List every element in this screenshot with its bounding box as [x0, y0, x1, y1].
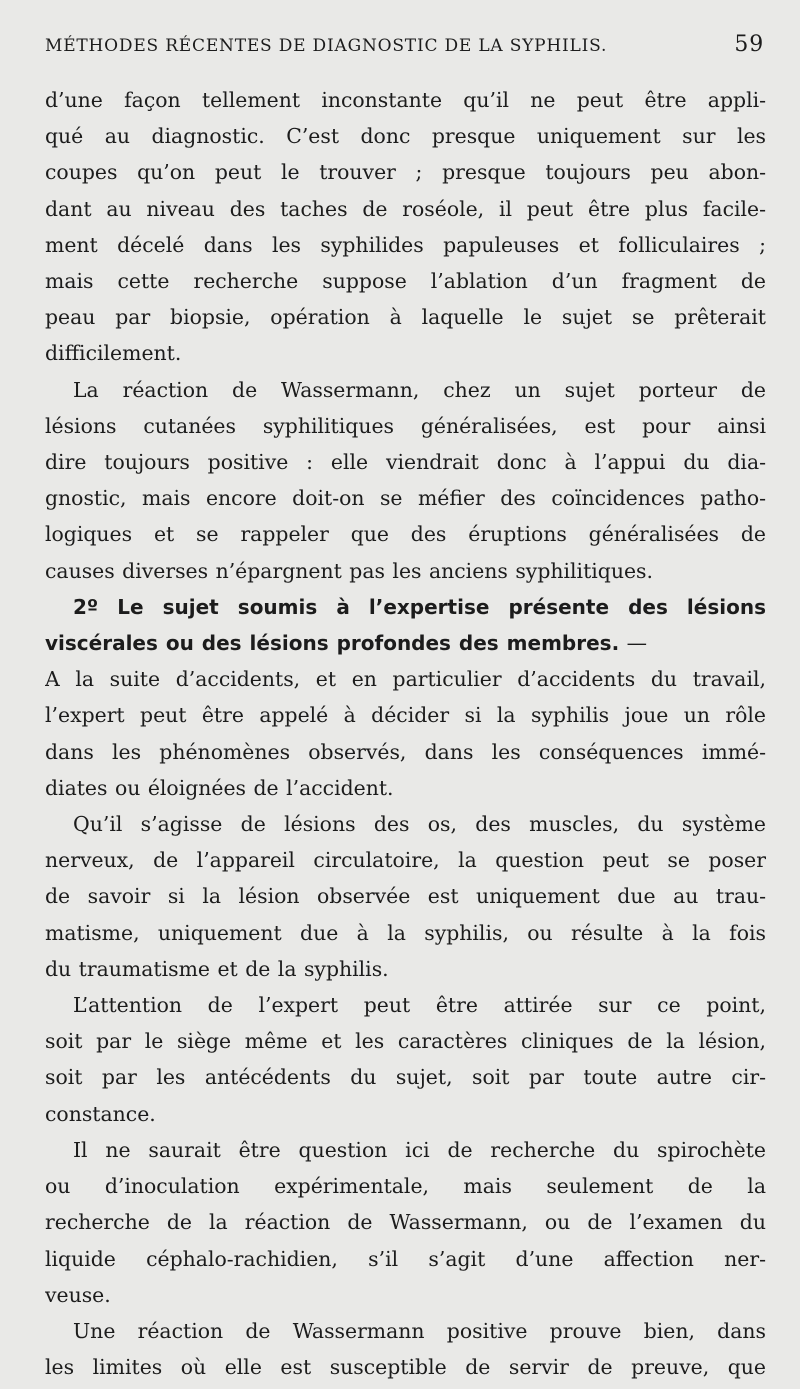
text-line: lésions cutanées syphilitiques généralisées, est pour ainsi — [45, 413, 766, 438]
text-line: ment décelé dans les syphilides papuleuses et folliculaires ; — [45, 232, 766, 257]
text-line: constance. — [45, 1101, 156, 1126]
text-line: dant au niveau des taches de roséole, il peut être plus facile- — [45, 196, 766, 221]
text-line: nerveux, de l’appareil circulatoire, la question peut se poser — [45, 848, 766, 873]
text-line: La réaction de Wassermann, chez un sujet porteur de — [73, 377, 766, 402]
text-line: mais cette recherche suppose l’ablation d’un fragment de — [45, 269, 766, 294]
text-line: Une réaction de Wassermann positive prouve bien, dans — [73, 1318, 766, 1343]
page-number: 59 — [734, 32, 764, 57]
text-line: Qu’il s’agisse de lésions des os, des muscles, du système — [73, 812, 766, 837]
text-line: les limites où elle est susceptible de servir de preuve, que — [45, 1355, 766, 1380]
text-line: d’une façon tellement inconstante qu’il ne peut être appli- — [45, 88, 766, 112]
text-line: recherche de la réaction de Wassermann, ou de l’examen du — [45, 1210, 766, 1235]
running-title: MÉTHODES RÉCENTES DE DIAGNOSTIC DE LA SYPHILIS. — [45, 36, 608, 56]
text-line: A la suite d’accidents, et en particulier d’accidents du travail, — [45, 667, 766, 692]
text-line: dans les phénomènes observés, dans les conséquences immé- — [45, 739, 766, 764]
text-line: logiques et se rappeler que des éruptions généralisées de — [45, 522, 766, 547]
text-line: de savoir si la lésion observée est uniquement due au trau- — [45, 884, 766, 909]
section-number: 2º — [73, 594, 99, 619]
paragraph — [45, 82, 766, 372]
paragraph — [45, 589, 766, 806]
text-line: Il ne saurait être question ici de recherche du spirochète — [73, 1137, 766, 1162]
em-dash: — — [619, 631, 648, 656]
text-line: coupes qu’on peut le trouver ; presque toujours peu abon- — [45, 160, 766, 185]
section-heading-line — [45, 589, 766, 625]
paragraph — [45, 1313, 766, 1385]
section-heading-text: viscérales ou des lésions profondes des membres. — [45, 631, 620, 656]
text-line: matisme, uniquement due à la syphilis, ou résulte à la fois — [45, 920, 766, 945]
text-line: veuse. — [45, 1282, 111, 1307]
text-line: difficilement. — [45, 341, 182, 366]
paragraph — [45, 806, 766, 987]
text-line: soit par les antécédents du sujet, soit par toute autre cir- — [45, 1065, 766, 1090]
section-heading-line — [45, 625, 766, 661]
text-line: liquide céphalo-rachidien, s’il s’agit d’une affection ner- — [45, 1246, 766, 1271]
text-line: qué au diagnostic. C’est donc presque uniquement sur les — [45, 124, 766, 149]
paragraph — [45, 372, 766, 589]
paragraph — [45, 987, 766, 1132]
text-line: ou d’inoculation expérimentale, mais seulement de la — [45, 1174, 766, 1199]
paragraph — [45, 1132, 766, 1313]
text-line: L’attention de l’expert peut être attirée sur ce point, — [73, 993, 766, 1018]
text-line: causes diverses n’épargnent pas les anciens syphilitiques. — [45, 558, 653, 583]
running-head — [45, 32, 766, 82]
text-line: l’expert peut être appelé à décider si la syphilis joue un rôle — [45, 703, 766, 728]
body-text — [45, 82, 766, 1385]
text-line: peau par biopsie, opération à laquelle le sujet se prêterait — [45, 305, 766, 330]
text-line: du traumatisme et de la syphilis. — [45, 956, 389, 981]
text-line: soit par le siège même et les caractères cliniques de la lésion, — [45, 1029, 766, 1054]
text-line: diates ou éloignées de l’accident. — [45, 775, 394, 800]
text-line: gnostic, mais encore doit-on se méfier des coïncidences patho- — [45, 486, 766, 511]
section-heading-text: Le sujet soumis à l’expertise présente des lésions — [98, 594, 766, 619]
text-line: dire toujours positive : elle viendrait donc à l’appui du dia- — [45, 450, 766, 475]
